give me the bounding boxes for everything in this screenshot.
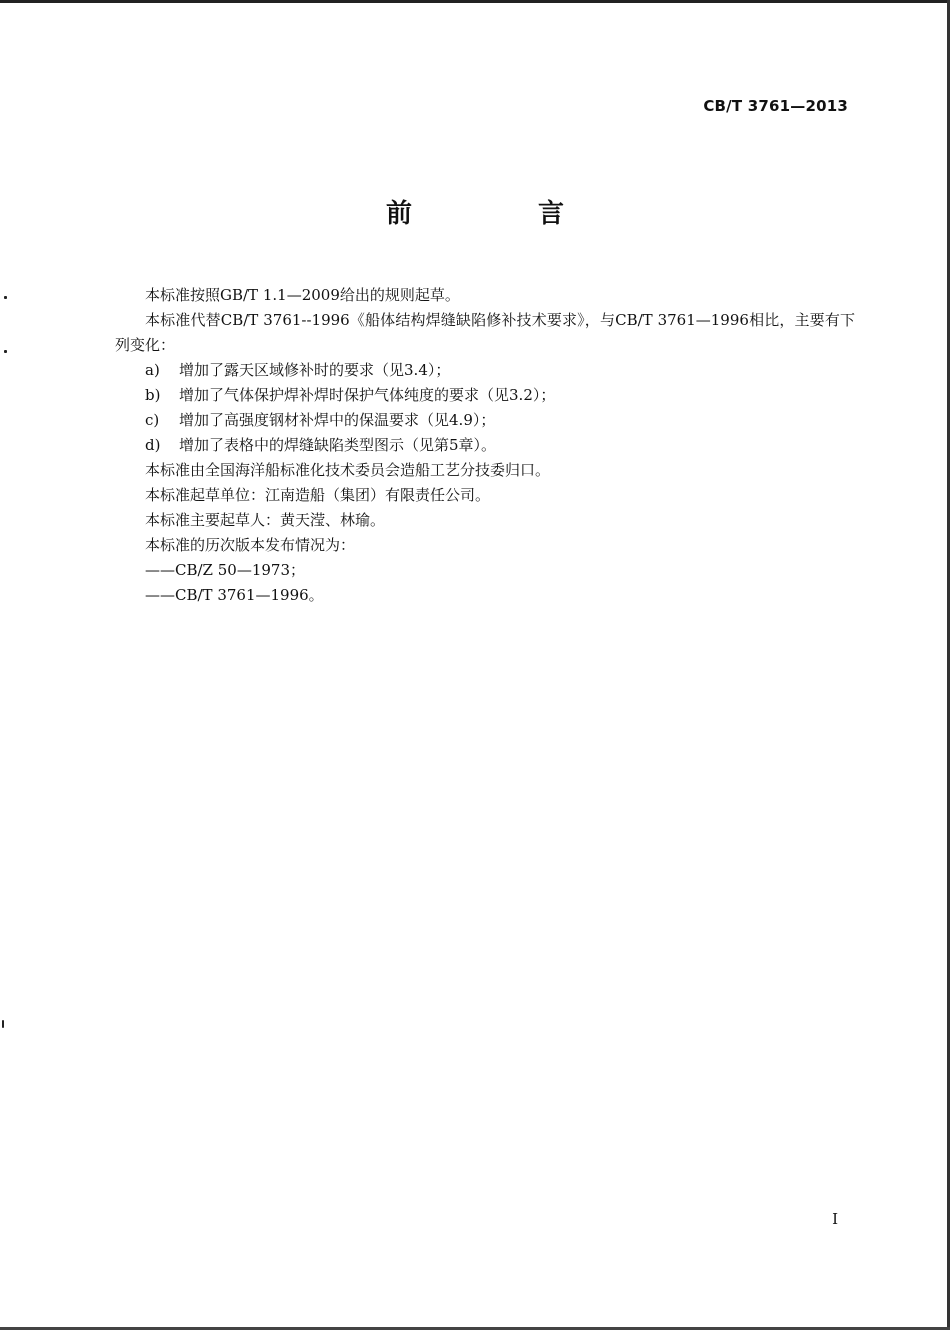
paragraph: 本标准的历次版本发布情况为： xyxy=(145,536,356,554)
list-item xyxy=(115,433,855,458)
standard-code: CB/T 3761—2013 xyxy=(703,97,848,115)
list-item-text: 增加了露天区域修补时的要求（见3.4）； xyxy=(179,361,451,379)
document-body xyxy=(115,283,855,608)
list-item xyxy=(115,383,855,408)
scan-border-top xyxy=(0,0,950,3)
list-item-text: 增加了表格中的焊缝缺陷类型图示（见第5章）。 xyxy=(179,436,497,454)
page-number: I xyxy=(832,1210,838,1228)
list-item xyxy=(115,408,855,433)
paragraph: 本标准起草单位：江南造船（集团）有限责任公司。 xyxy=(145,486,491,504)
list-item-text: 增加了高强度钢材补焊中的保温要求（见4.9）； xyxy=(179,411,496,429)
paragraph: 本标准按照GB/T 1.1—2009给出的规则起草。 xyxy=(145,286,460,304)
page-title: 前 言 xyxy=(385,199,614,229)
paragraph: 本标准主要起草人：黄天滢、林瑜。 xyxy=(145,511,386,529)
paragraph: 本标准代替CB/T 3761--1996《船体结构焊缝缺陷修补技术要求》，与CB/T 3761—1996相比，主要有下列变化： xyxy=(115,311,855,354)
list-marker: a) xyxy=(145,361,160,379)
scan-speck xyxy=(4,296,7,299)
history-item: ——CB/Z 50—1973； xyxy=(145,561,306,579)
list-item-text: 增加了气体保护焊补焊时保护气体纯度的要求（见3.2）； xyxy=(179,386,556,404)
scan-speck xyxy=(4,350,7,353)
list-marker: b) xyxy=(145,386,161,404)
paragraph: 本标准由全国海洋船标准化技术委员会造船工艺分技委归口。 xyxy=(145,461,551,479)
list-item xyxy=(115,358,855,383)
list-marker: d) xyxy=(145,436,161,454)
scan-speck xyxy=(2,1020,4,1028)
list-marker: c) xyxy=(145,411,160,429)
history-item: ——CB/T 3761—1996。 xyxy=(145,586,324,604)
